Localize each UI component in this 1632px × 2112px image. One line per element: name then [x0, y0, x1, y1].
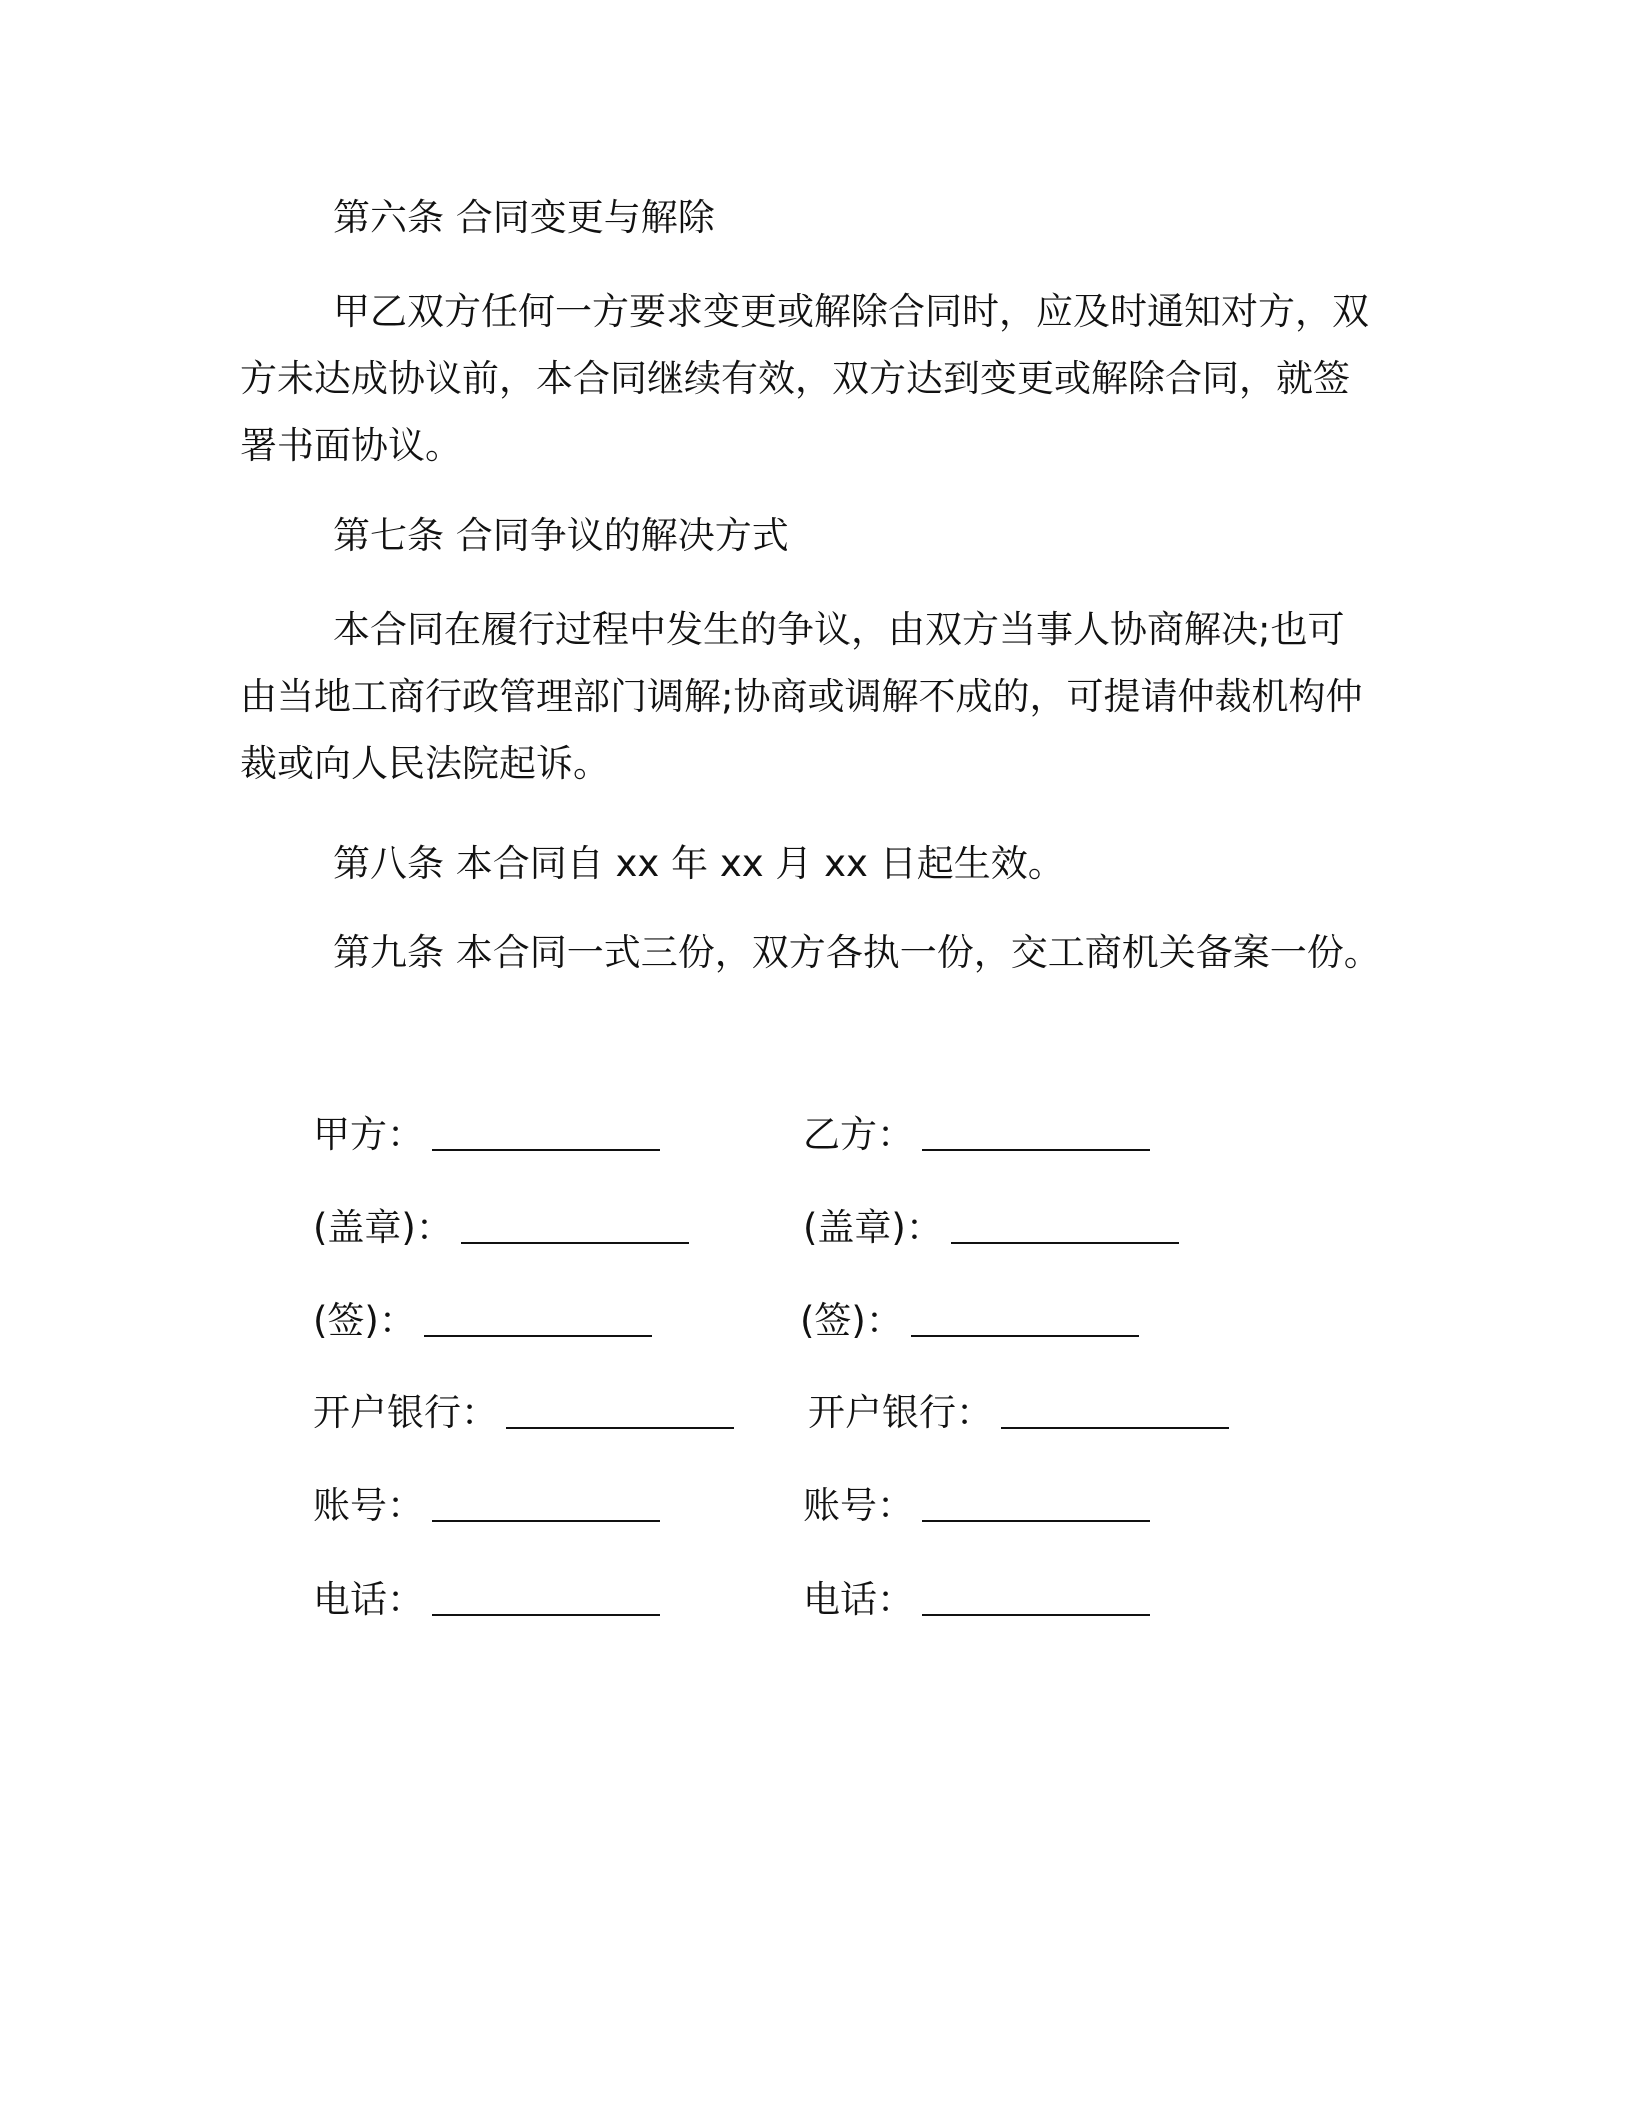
party-b-seal-blank[interactable]	[951, 1206, 1179, 1244]
signature-row-seal	[0, 1203, 1632, 1253]
party-a-account-blank[interactable]	[432, 1484, 660, 1522]
party-b-sign-blank[interactable]	[911, 1299, 1139, 1337]
party-a-phone-field	[313, 1575, 660, 1625]
party-b-seal-label: (盖章)：	[803, 1206, 943, 1249]
party-b-name-field	[803, 1110, 1150, 1160]
article-7-line-1: 本合同在履行过程中发生的争议，由双方当事人协商解决;也可	[333, 608, 1345, 651]
party-b-name-blank[interactable]	[922, 1113, 1150, 1151]
party-a-seal-blank[interactable]	[461, 1206, 689, 1244]
signature-row-sign	[0, 1296, 1632, 1346]
party-a-bank-field	[313, 1388, 734, 1438]
party-b-phone-label: 电话：	[803, 1578, 914, 1621]
article-6-line-3: 署书面协议。	[240, 424, 462, 467]
party-b-seal-field	[803, 1203, 1179, 1253]
party-b-name-label: 乙方：	[803, 1113, 914, 1156]
article-7-body	[240, 596, 1365, 797]
party-b-account-blank[interactable]	[922, 1484, 1150, 1522]
party-b-bank-blank[interactable]	[1001, 1391, 1229, 1429]
article-6-line-2: 方未达成协议前，本合同继续有效，双方达到变更或解除合同，就签	[240, 357, 1350, 400]
party-a-sign-field	[313, 1296, 652, 1346]
party-a-phone-label: 电话：	[313, 1578, 424, 1621]
signature-row-party	[0, 1110, 1632, 1160]
party-a-bank-label: 开户银行：	[313, 1391, 498, 1434]
party-b-phone-field	[803, 1575, 1150, 1625]
party-b-sign-label: (签)：	[800, 1299, 903, 1342]
party-b-phone-blank[interactable]	[922, 1578, 1150, 1616]
article-7-line-2: 由当地工商行政管理部门调解;协商或调解不成的，可提请仲裁机构仲	[240, 675, 1363, 718]
article-9: 第九条 本合同一式三份，双方各执一份，交工商机关备案一份。	[333, 931, 1381, 974]
party-b-bank-field	[808, 1388, 1229, 1438]
signature-row-account	[0, 1481, 1632, 1531]
article-7-line-3: 裁或向人民法院起诉。	[240, 742, 610, 785]
party-b-bank-label: 开户银行：	[808, 1391, 993, 1434]
signature-row-bank	[0, 1388, 1632, 1438]
party-a-name-label: 甲方：	[313, 1113, 424, 1156]
article-6-body	[240, 278, 1369, 479]
signature-row-phone	[0, 1575, 1632, 1625]
party-b-sign-field	[800, 1296, 1139, 1346]
party-a-name-blank[interactable]	[432, 1113, 660, 1151]
party-a-account-field	[313, 1481, 660, 1531]
party-b-account-field	[803, 1481, 1150, 1531]
article-6-heading: 第六条 合同变更与解除	[333, 196, 715, 239]
party-a-name-field	[313, 1110, 660, 1160]
article-6-line-1: 甲乙双方任何一方要求变更或解除合同时，应及时通知对方，双	[333, 290, 1369, 333]
article-7-heading: 第七条 合同争议的解决方式	[333, 514, 789, 557]
party-a-seal-field	[313, 1203, 689, 1253]
party-a-bank-blank[interactable]	[506, 1391, 734, 1429]
party-a-sign-blank[interactable]	[424, 1299, 652, 1337]
party-a-phone-blank[interactable]	[432, 1578, 660, 1616]
article-8: 第八条 本合同自 xx 年 xx 月 xx 日起生效。	[333, 842, 1065, 885]
party-a-sign-label: (签)：	[313, 1299, 416, 1342]
party-a-account-label: 账号：	[313, 1484, 424, 1527]
party-a-seal-label: (盖章)：	[313, 1206, 453, 1249]
party-b-account-label: 账号：	[803, 1484, 914, 1527]
